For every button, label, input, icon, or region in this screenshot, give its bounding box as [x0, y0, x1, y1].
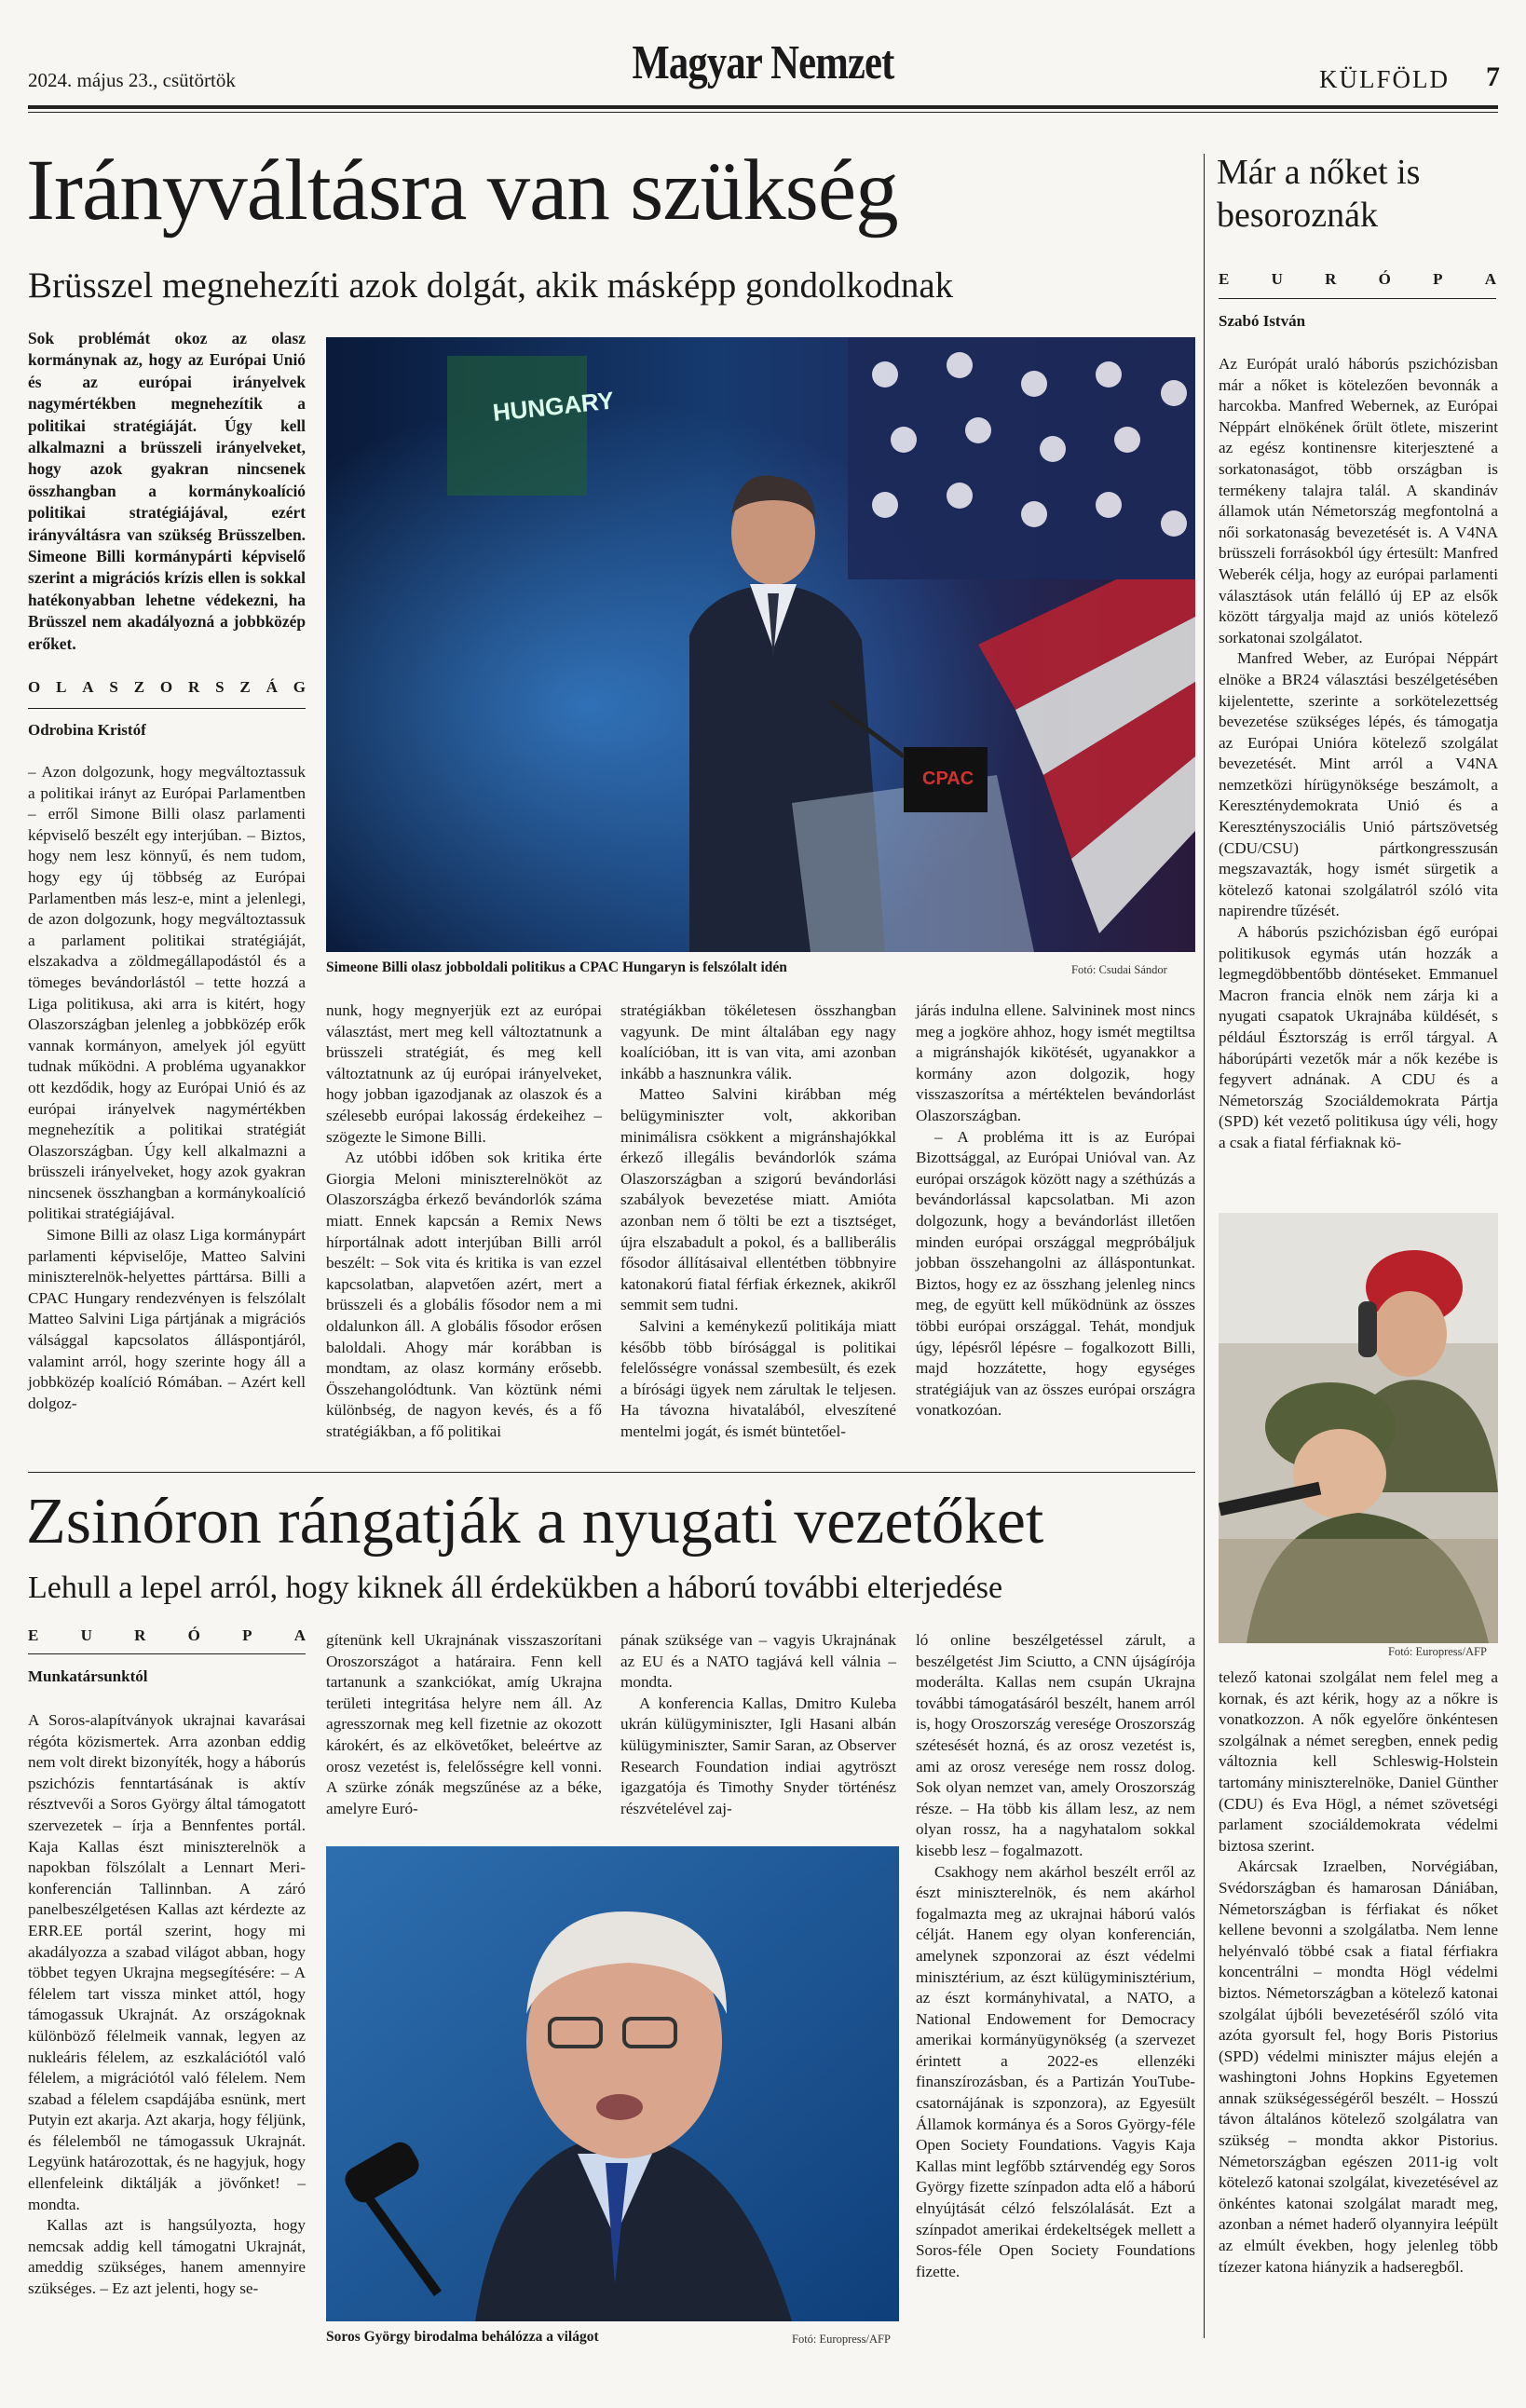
paragraph: járás indulna ellene. Salvininek most nincs meg a jogköre ahhoz, hogy ismét megtiltsa a migránshajók kikötését, ugyanakkor a kormány azon dolgozik, hogy visszaszorítsa a mértéktelen bevándorlást Olaszországban.: [916, 1001, 1195, 1124]
kicker-letter: E: [1219, 270, 1230, 288]
speaker-illustration: [326, 337, 1195, 952]
paragraph: Akárcsak Izraelben, Norvégiában, Svédországban és hamarosan Dániában, Németországban is férfiakat és nőket kellene bevonni a szolgálatba. Nem lenne helyénvaló többé csak a fiatal férfiakra koncentrálni – mondta Högl védelmi biztos. Németországban a kötelező katonai szolgálat újbóli bevezetéséről szóló vita azóta gyorsult fel, hogy Boris Pistorius (SPD) védelmi miniszter május elején a washingtoni Johns Hopkins Egyetemen annak szükségességéről beszélt. – Hosszú távon általános kötelező szolgálatra van szükség – mondta akkor Pistorius. Németországban egészen 2011-ig volt kötelező katonai szolgálat, kivezetésével az önkéntes katonai szolgálat maradt meg, azonban a német haderő olyannyira leépült az elmúlt években, hogy jelenleg több tízezer katona hiányzik a hadseregből.: [1219, 1857, 1498, 2276]
article2-subhead: Lehull a lepel arról, hogy kiknek áll érdekükben a háború további elterjedése: [28, 1571, 1003, 1605]
column-separator: [1204, 154, 1205, 2338]
kicker-letter: U: [1271, 270, 1283, 288]
paragraph: Salvini a keménykezű politikája miatt később több bírósággal is politikai felelősségre vonással szembesült, és ezek a bírósági ügyek nem zárultak le teljesen. Ha távozna hivatalából, elveszítené mentelmi jogát, és ismét büntetőel-: [620, 1316, 896, 1440]
paragraph: stratégiákban tökéletesen összhangban vagyunk. De mint általában egy nagy koalícióban, itt is van vita, ami azonban inkább a hasznunkra válik.: [620, 1001, 896, 1082]
kicker-letter: S: [109, 678, 118, 696]
kicker-letter: R: [134, 1626, 146, 1644]
paragraph: ló online beszélgetéssel zárult, a beszélgetést Jim Sciutto, a CNN újságírója moderálta. Kallas nem csupán Ukrajna további támogatásáról beszélt, hanem arról is, hogy Oroszország veresége Oroszország szétesését hozná, és az orosz vezetést is, ami az orosz veresége nem rossz dolog. Sok olyan nemzet van, amely Oroszország része. – Ha több kis állam lesz, az nem olyan rossz, ha a nagyhatalom sokkal kisebb lesz – fogalmazott.: [916, 1631, 1195, 1859]
sidebar-kicker: [1219, 270, 1496, 289]
kicker-rule: [1219, 298, 1496, 299]
article1-column-1: [28, 762, 306, 1414]
paragraph: A Soros-alapítványok ukrajnai kavarásai régóta közismertek. Arra azonban eddig nem volt direkt bizonyíték, hogy a háborús pszichózis fenntartásának is aktív résztvevői a Soros György által támogatott szervezetek – írja a Bennfentes portál. Kaja Kallas észt miniszterelnök a napokban fölszólalt a Lennart Meri-konferencián Tallinnban. A záró panelbeszélgetésen Kallas azt kérdezte az ERR.EE portál szerint, hogy mi akadályozza a szabad világot abban, hogy többet tegyen Ukrajna megsegítésére: – A félelem tart vissza minket attól, hogy támogassuk Ukrajnát. Az országoknak különböző félelmeik vannak, legyen az nukleáris félelem, az eszkalációtól való félelem, a migrációtól való félelem. Nem szabad a félelem csapdájába esnünk, mert Putyin ezt akarja. Azt akarja, hogy féljünk, és félelemből ne támogassuk Ukrajnát. Legyünk határozottak, és ne hagyjuk, hogy ellenfeleink diktálják a jövőnket! – mondta.: [28, 1711, 306, 2213]
brand-logo[interactable]: Magyar Nemzet: [632, 36, 894, 89]
article2-photo-credit: Fotó: Europress/AFP: [792, 2333, 891, 2346]
article2-kicker: [28, 1626, 306, 1645]
kicker-letter: R: [187, 678, 200, 696]
paragraph: Manfred Weber, az Európai Néppárt elnöke a BR24 választási beszélgetésében kijelentette, szerinte a sorkötelezettség bevezetése szükséges lépés, és támogatja az Európai Unióra kötelező szolgálat bevezetését. Mint arról a V4NA nemzetközi hírügynöksége beszámolt, a Kereszténydemokrata Unió és a Keresztényszociális Unió pártszövetség (CDU/CSU) pártkongresszusán megszavazták, hogy ismét sürgetik a kötelező katonai szolgálatról szóló vita napirendre tűzését.: [1219, 649, 1498, 920]
article1-photo-caption: Simeone Billi olasz jobboldali politikus a CPAC Hungaryn is felszólalt idén: [326, 959, 787, 975]
section-name: KÜLFÖLD: [1319, 65, 1450, 93]
article1-byline: Odrobina Kristóf: [28, 721, 146, 739]
paragraph: gítenünk kell Ukrajnának visszaszorítani Oroszországot a határaira. Fenn kell tartanunk a szankciókat, amíg Ukrajna területi integritása helyre nem áll. Az agresszornak meg kell fizetnie az okozott károkért, és az elkövetőket, beleértve az orosz vezetést is, felelősségre kell vonni. A szürke zónák megszűnése az a béke, amelyre Euró-: [326, 1631, 602, 1817]
sidebar-column-top: [1219, 354, 1498, 1154]
article1-headline: Irányváltásra van szükség: [26, 143, 898, 238]
article2-column-2: [326, 1630, 602, 1819]
kicker-letter: S: [215, 678, 225, 696]
article1-column-2: [326, 1000, 602, 1442]
article1-column-3: [620, 1000, 896, 1442]
masthead-rule-thin: [28, 112, 1498, 113]
kicker-letter: A: [293, 1626, 306, 1644]
paragraph: – Azon dolgozunk, hogy megváltoztassuk a politikai irányt az Európai Parlamentben – erről Simone Billi olasz parlamenti képviselő beszélt egy interjúban. – Biztos, hogy nem lesz könnyű, és nem tudom, hogy egy új többség az Európai Parlamentben más lesz-e, mint a jelenlegi, de azon dolgozunk, hogy megváltoztassuk a parlament politikai stratégiáját, elszakadva a zöldmegállapodástól és a tömeges bevándorlástól – tette hozzá a Liga politikusa, aki arra is kitért, hogy Olaszországban jelenleg a jobbközép erők vannak kormányon, amelyek jól együtt tudnak működni. A probléma ugyanakkor ott kezdődik, hogy az Európai Unió és az európai irányelvek nagymértékben megnehezítik a politikai stratégiát Olaszországban. Úgy kell alkalmazni a brüsszeli irányelveket, hogy azok gyakran nincsenek összhangban a kormánykoalíció politikai stratégiájával.: [28, 763, 306, 1223]
stage-sign: HUNGARY: [491, 386, 616, 427]
article1-kicker: [28, 678, 306, 697]
paragraph: pának szüksége van – vagyis Ukrajnának az EU és a NATO tagjává kell válnia – mondta.: [620, 1631, 896, 1692]
kicker-letter: A: [1484, 270, 1496, 288]
kicker-letter: A: [82, 678, 94, 696]
sidebar-photo-credit: Fotó: Europress/AFP: [1388, 1645, 1487, 1658]
kicker-letter: Á: [266, 678, 278, 696]
issue-date: 2024. május 23., csütörtök: [28, 69, 236, 91]
kicker-rule: [28, 1653, 306, 1654]
kicker-letter: G: [293, 678, 306, 696]
article1-lead: Sok problémát okoz az olasz kormánynak az, hogy az Európai Unió és az európai irányelvek nagymértékben megnehezítik a politikai stratégiáját. Úgy kell alkalmazni a brüsszeli irányelveket, hogy azok gyakran nincsenek összhangban a kormánykoalíció politikai stratégiájával, ezért irányváltásra van szükség Brüsszelben. Simeone Billi kormánypárti képviselő szerint a migrációs krízis ellen is sokkal hatékonyabban lehetne védekezni, ha Brüsszel nem akadályozná a jobbközép erőket.: [28, 329, 306, 653]
article1-photo-credit: Fotó: Csudai Sándor: [1071, 963, 1167, 976]
paragraph: Az utóbbi időben sok kritika érte Giorgia Meloni miniszterelnököt az Olaszországba érkező bevándorlók száma miatt. Ennek kapcsán a Remix News hírportálnak adott interjúban Billi arról beszélt: – Sok vita és kritika is van ezzel kapcsolatban, alapvetően azért, mert a brüsszeli és a globális fősodor nem a mi oldalunkon áll. A globális fősodor erősen baloldali. Ahogy már korábban is mondtam, az olasz kormány erősebb. Összehangolódtunk. Van köztünk némi különbség, de nagyon kevés, és a fő stratégiákban, a fő politikai: [326, 1149, 602, 1440]
kicker-letter: U: [80, 1626, 92, 1644]
article2-photo-caption: Soros György birodalma behálózza a világot: [326, 2329, 599, 2345]
sidebar-headline: Már a nőket is besoroznák: [1217, 153, 1421, 235]
sidebar-photo: [1219, 1213, 1498, 1643]
paragraph: Matteo Salvini kirábban még belügyminiszter volt, akkoriban minimálisra csökkent a migránshajókkal érkező illegális bevándorlók száma Olaszországban a szigorú bevándorlási szabályok bevezetése miatt. Amióta azonban nem ő tölti be ezt a tisztséget, újra elszabadult a pokol, és a balliberális fősodor állításaival ellentétben többnyire katonakorú fiatal férfiak érkeznek, akikről semmit sem tudni.: [620, 1085, 896, 1314]
article2-headline: Zsinóron rángatják a nyugati vezetőket: [26, 1486, 1044, 1558]
kicker-letter: O: [159, 678, 173, 696]
paragraph: Simone Billi az olasz Liga kormánypárt parlamenti képviselője, Matteo Salvini miniszterelnök-helyettes párttársa. Billi a CPAC Hungary rendezvényen is felszólalt Matteo Salvini Liga pártjának a migrációs válsággal kapcsolatos álláspontjáról, valamint arról, hogy szerinte hogy áll a jobbközép koalíció Rómában. – Azért kell dolgoz-: [28, 1226, 306, 1412]
kicker-rule: [28, 708, 306, 709]
kicker-letter: Z: [239, 678, 251, 696]
soldiers-illustration: [1219, 1213, 1498, 1643]
article1-column-4: [916, 1000, 1195, 1422]
article-separator: [28, 1472, 1195, 1473]
article1-photo: [326, 337, 1195, 952]
kicker-letter: Ó: [187, 1626, 200, 1644]
kicker-letter: Z: [133, 678, 145, 696]
masthead-rule: [28, 105, 1498, 109]
kicker-letter: P: [242, 1626, 252, 1644]
paragraph: telező katonai szolgálat nem felel meg a kornak, és azt kérik, hogy az a nőkre is vonatkozzon. A nők egyelőre önkéntesen szolgálnak a német seregben, ennek pedig változnia kell Schleswig-Holstein tartomány miniszterelnöke, Daniel Günther (CDU) és Eva Högl, a német szövetségi parlament szociáldemokrata védelmi biztosa szerint.: [1219, 1668, 1498, 1855]
paragraph: Kallas azt is hangsúlyozta, hogy nemcsak addig kell támogatni Ukrajnát, ameddig szükséges, hanem amennyire szükséges. – Ez azt jelenti, hogy se-: [28, 2216, 306, 2298]
article2-photo: [326, 1846, 899, 2321]
portrait-illustration: [326, 1846, 899, 2321]
article2-column-4: [916, 1630, 1195, 2282]
svg-text:CPAC: CPAC: [922, 769, 974, 789]
paragraph: nunk, hogy megnyerjük ezt az európai választást, mert meg kell változtatnunk a brüsszeli stratégiát, és meg kell változtatnunk az új európai irányelveket, hogy jobban igazodjanak az olaszok és a szélesebb európai lakosság érdekeihez – szögezte le Simone Billi.: [326, 1001, 602, 1146]
paragraph: Az Európát uraló háborús pszichózisban már a nőket is kötelezően bevonnák a harcokba. Manfred Webernek, az Európai Néppárt elnökének őrült ötlete, miszerint az egész kontinensre kiterjesztené a sorkatonaságot, több országban is termékeny talajra talál. A skandináv államok után Németország megfontolná a női sorkatonaság bevezetését is. A V4NA brüsszeli forrásokból úgy értesült: Manfred Weberék célja, hogy az európai parlamenti választások után felálló új EP az elsők között tárgyalja majd az uniós kötelező sorkatonai szolgálatot.: [1219, 355, 1498, 646]
paragraph: Csakhogy nem akárhol beszélt erről az észt miniszterelnök, és nem akárhol fogalmazta meg az ukrajnai háború valós célját. Hanem egy olyan konferencián, amelynek szponzorai az észt védelmi minisztérium, az észt külügyminisztérium, az észt kormányhivatal, a NATO, a National Endowement for Democracy amerikai kormányügynökség (a szervezet érintett a 2022-es ellenzéki finanszírozásban, és a Partizán YouTube-csatornájának is szponzora), az Egyesült Államok kormánya és a Soros György-féle Open Society Foundations. Vagyis Kaja Kallas mint legfőbb sztárvendég egy Soros György fizette színpadon adta elő a háború elnyújtását célzó felszólalását. Ezt a színpadot amerikai érdekeltségek mellett a Soros-féle Open Society Foundations fizette.: [916, 1862, 1195, 2280]
kicker-letter: L: [56, 678, 67, 696]
article2-column-1: [28, 1710, 306, 2300]
paragraph: – A probléma itt is az Európai Bizottsággal, az Európai Unióval van. Az európai országok között nagy a széthúzás a bevándorlással kapcsolatban. Mi azon dolgozunk, hogy a bevándorlást illetően minden európai országgal megpróbáljuk jobban összehangolni az álláspontunkat. Biztos, hogy ez az összhang jelenleg nincs meg, de együtt kell működnünk az összes többi európai országgal. Tehát, mondjuk úgy, lépésről lépésre – fogalkozott Billi, majd hozzátette, hogy egységes stratégiájuk van az összes európai országra vonatkozóan.: [916, 1127, 1195, 1420]
kicker-letter: Ó: [1378, 270, 1391, 288]
paragraph: A konferencia Kallas, Dmitro Kuleba ukrán külügyminiszter, Igli Hasani albán külügyminiszter, Samir Saran, az Observer Research Foundation indiai agytröszt igazgatója és Timothy Snyder történész részvételével zaj-: [620, 1694, 896, 1817]
paragraph: A háborús pszichózisban égő európai politikusok egymás után hozzák a legmegdöbbentőbb döntéseket. Emmanuel Macron francia elnök nem zárja ki a nyugati csapatok Ukrajnába küldését, s például Észtország is erről tárgyal. A háborúpárti vezetők már a nők kezébe is fegyvert adnának. A CDU és a Németország Szociáldemokrata Pártja (SPD) két vezető politikusa úgy véli, hogy a csak a fiatal férfiaknak kö-: [1219, 923, 1498, 1151]
page-number: 7: [1486, 61, 1500, 92]
kicker-letter: O: [28, 678, 41, 696]
kicker-letter: P: [1433, 270, 1443, 288]
sidebar-byline: Szabó István: [1219, 312, 1306, 330]
article1-subhead: Brüsszel megnehezíti azok dolgát, akik másképp gondolkodnak: [28, 265, 954, 306]
article2-byline: Munkatársunktól: [28, 1667, 148, 1685]
article2-column-3: [620, 1630, 896, 1819]
kicker-letter: R: [1325, 270, 1337, 288]
kicker-letter: E: [28, 1626, 39, 1644]
sidebar-column-bottom: [1219, 1667, 1498, 2278]
